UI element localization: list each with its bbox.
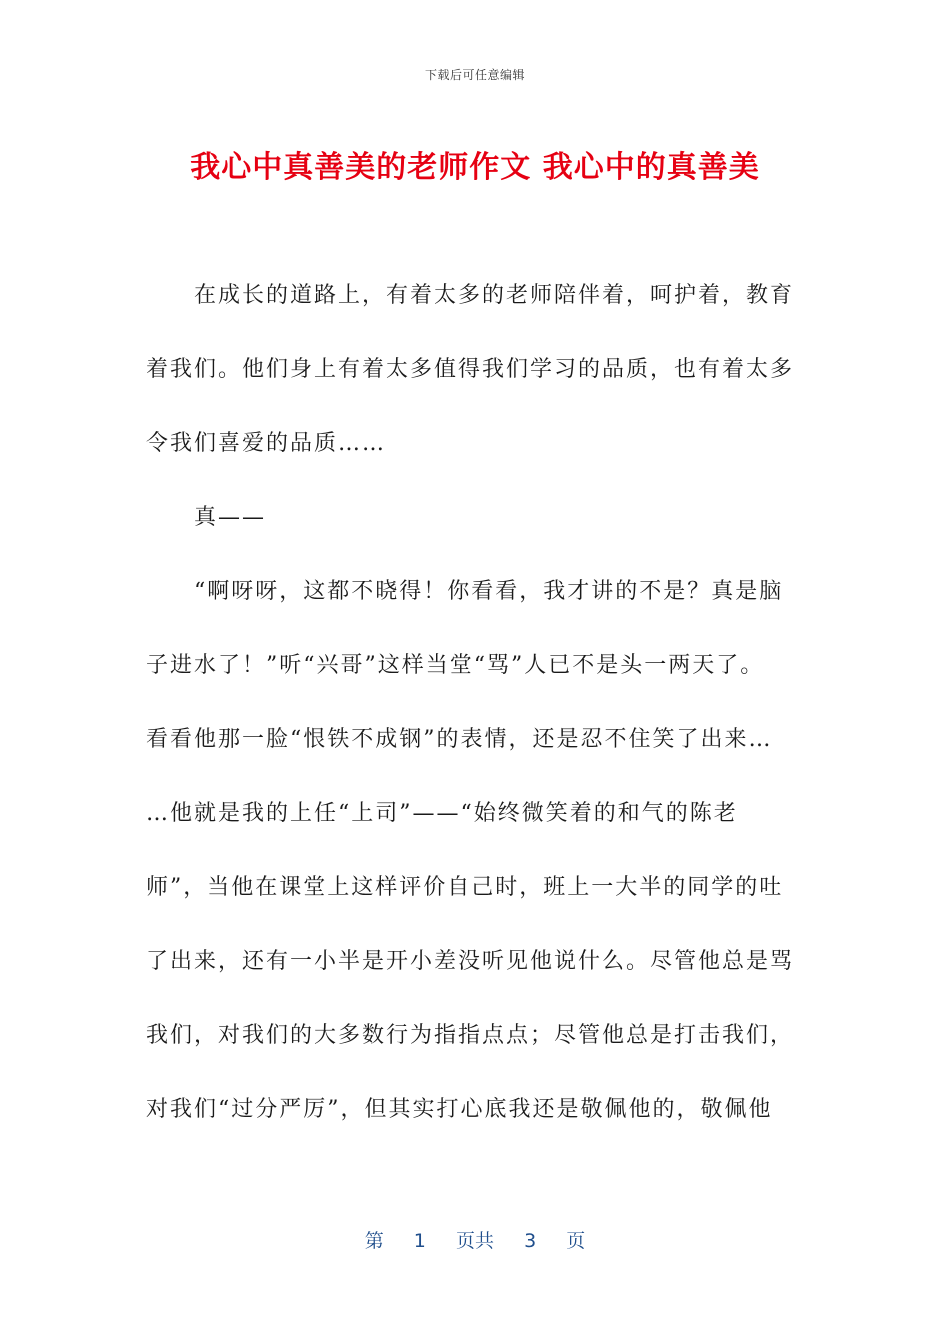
footer-page-middle: 页共 — [455, 1230, 494, 1252]
section-heading-line: 真—— — [194, 505, 267, 530]
paragraph-line: 在成长的道路上，有着太多的老师陪伴着，呵护着，教育 — [194, 283, 795, 308]
paragraph-line: 子进水了！”听“兴哥”这样当堂“骂”人已不是头一两天了。 — [146, 653, 765, 678]
footer-total-pages: 3 — [524, 1230, 537, 1252]
paragraph-line: …他就是我的上任“上司”——“始终微笑着的和气的陈老 — [146, 801, 738, 826]
paragraph-line: 师”，当他在课堂上这样评价自己时，班上一大半的同学的吐 — [146, 875, 784, 900]
document-body — [146, 270, 810, 1158]
header-note: 下载后可任意编辑 — [424, 68, 525, 82]
paragraph-line: 我们，对我们的大多数行为指指点点；尽管他总是打击我们， — [146, 1023, 795, 1048]
paragraph-line: “啊呀呀，这都不晓得！你看看，我才讲的不是？真是脑 — [194, 579, 784, 604]
page-footer — [0, 1226, 950, 1253]
footer-page-number: 1 — [413, 1230, 426, 1252]
footer-page-suffix: 页 — [566, 1230, 586, 1252]
paragraph-line: 着我们。他们身上有着太多值得我们学习的品质，也有着太多 — [146, 357, 795, 382]
footer-page-prefix: 第 — [364, 1230, 384, 1252]
paragraph-line: 对我们“过分严厉”，但其实打心底我还是敬佩他的，敬佩他 — [146, 1097, 773, 1122]
paragraph-line: 看看他那一脸“恨铁不成钢”的表情，还是忍不住笑了出来… — [146, 727, 773, 752]
paragraph-line: 令我们喜爱的品质…… — [146, 431, 387, 456]
paragraph-line: 了出来，还有一小半是开小差没听见他说什么。尽管他总是骂 — [146, 949, 795, 974]
document-title: 我心中真善美的老师作文 我心中的真善美 — [190, 150, 760, 185]
